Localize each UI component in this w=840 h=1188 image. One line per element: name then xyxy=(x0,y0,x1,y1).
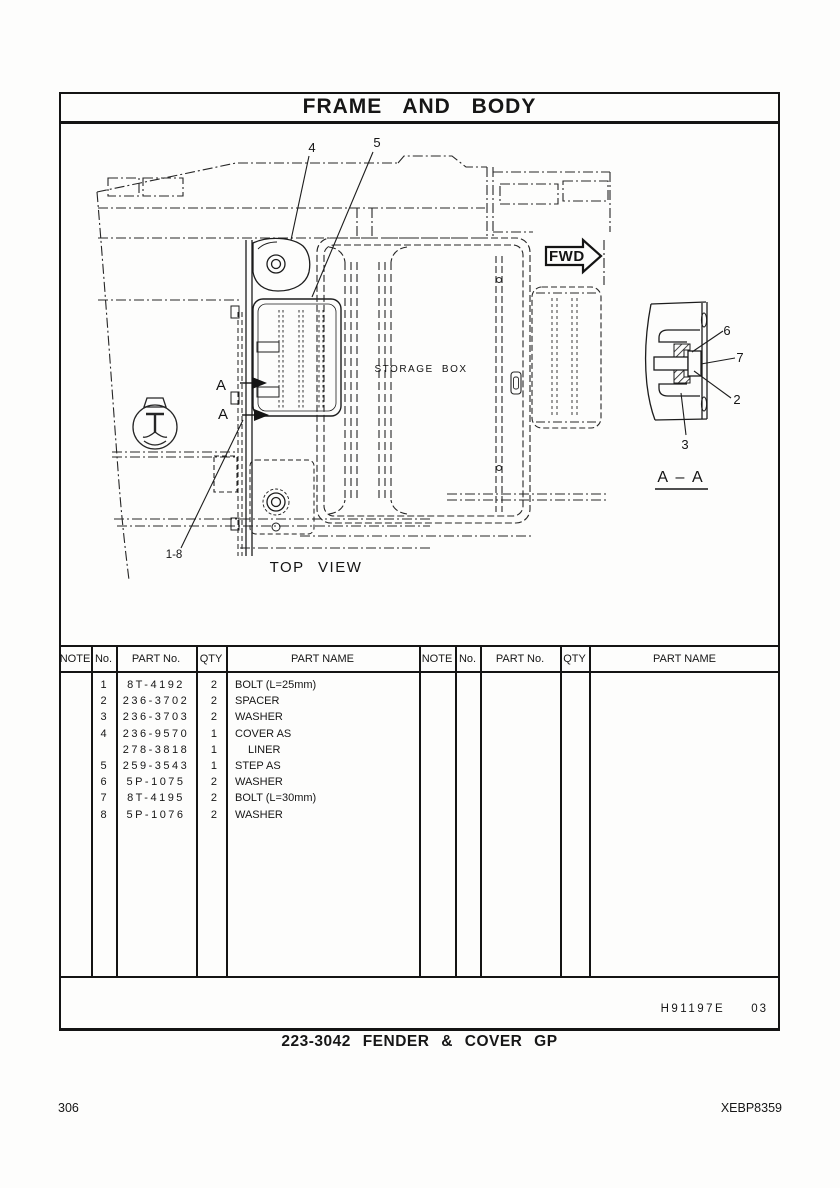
table-row xyxy=(59,807,778,823)
parts-diagram xyxy=(59,123,780,645)
table-row xyxy=(59,790,778,806)
doc-revision: 03 xyxy=(751,1003,768,1015)
callout-5: 5 xyxy=(373,135,381,150)
cell-part-no: 5P-1076 xyxy=(126,808,186,821)
callout-1-8-leader xyxy=(181,420,243,548)
page-number: 306 xyxy=(58,1101,79,1115)
col-header-qty-2: QTY xyxy=(563,653,586,665)
cell-no: 6 xyxy=(100,776,107,789)
table-row xyxy=(59,758,778,774)
storage-box-outline xyxy=(317,238,530,523)
doc-code-line xyxy=(59,1003,768,1015)
cell-qty: 2 xyxy=(210,808,217,821)
page-title: FRAME AND BODY xyxy=(302,94,537,118)
lifting-point-symbol xyxy=(133,398,177,449)
cell-qty: 1 xyxy=(210,759,217,772)
cell-part-name: COVER AS xyxy=(235,727,292,740)
cell-part-name: STEP AS xyxy=(235,759,281,772)
table-row xyxy=(59,709,778,725)
cell-part-no: 8T-4192 xyxy=(127,679,185,691)
callout-2: 2 xyxy=(733,392,741,407)
cell-part-no: 8T-4195 xyxy=(127,792,185,805)
cell-no: 1 xyxy=(100,679,107,691)
callout-6: 6 xyxy=(723,323,731,338)
cell-qty: 1 xyxy=(210,727,217,740)
right-step-outline xyxy=(532,287,601,428)
media-number: XEBP8359 xyxy=(720,1101,782,1115)
section-cut-label-a2: A xyxy=(217,406,229,423)
callout-4: 4 xyxy=(308,140,316,155)
fwd-label: FWD xyxy=(549,248,585,265)
col-header-part-no: PART No. xyxy=(131,653,181,665)
cell-qty: 2 xyxy=(210,776,217,789)
col-header-qty: QTY xyxy=(199,653,223,665)
storage-box-label: STORAGE BOX xyxy=(374,364,468,375)
col-header-part-name-2: PART NAME xyxy=(653,653,716,665)
callout-3: 3 xyxy=(681,437,689,452)
top-callout-leaders xyxy=(291,152,373,297)
cell-qty: 2 xyxy=(210,711,217,724)
cell-qty: 1 xyxy=(210,743,217,756)
col-header-no: No. xyxy=(94,653,113,665)
section-aa-title: A – A xyxy=(657,469,705,486)
table-row xyxy=(59,742,778,758)
section-cut-arrows xyxy=(240,377,269,421)
doc-code: H91197E xyxy=(660,1003,726,1015)
callout-1-8: 1-8 xyxy=(165,549,183,561)
cell-no: 2 xyxy=(100,695,107,708)
cell-part-no: 236-3703 xyxy=(122,711,190,724)
callout-7: 7 xyxy=(736,350,744,365)
section-aa-detail xyxy=(646,302,707,420)
col-header-note-2: NOTE xyxy=(421,653,453,665)
table-row xyxy=(59,677,778,693)
cell-part-name: BOLT (L=25mm) xyxy=(235,679,317,691)
col-header-no-2: No. xyxy=(458,653,477,665)
cell-part-name: SPACER xyxy=(235,695,280,708)
table-row xyxy=(59,726,778,742)
cell-no: 4 xyxy=(100,727,107,740)
cell-part-no: 278-3818 xyxy=(122,743,190,756)
figure-caption: 223-3042 FENDER & COVER GP xyxy=(281,1033,558,1050)
cell-qty: 2 xyxy=(210,792,217,805)
title-band xyxy=(59,92,780,124)
table-row xyxy=(59,693,778,709)
cell-part-name: WASHER xyxy=(235,808,283,821)
cell-no: 3 xyxy=(100,711,107,724)
fwd-arrow xyxy=(546,240,601,272)
cell-no: 5 xyxy=(100,759,107,772)
cell-part-no: 5P-1075 xyxy=(126,776,186,789)
col-header-part-name: PART NAME xyxy=(291,653,354,665)
cell-part-name: WASHER xyxy=(235,711,283,724)
cell-part-no: 259-3543 xyxy=(122,759,190,772)
cell-part-name: LINER xyxy=(248,743,281,756)
cell-no: 8 xyxy=(100,808,107,821)
cell-qty: 2 xyxy=(210,695,217,708)
col-header-part-no-2: PART No. xyxy=(495,653,545,665)
cell-part-no: 236-9570 xyxy=(122,727,190,740)
cell-part-no: 236-3702 xyxy=(122,695,190,708)
section-cut-label-a1: A xyxy=(215,377,227,394)
cell-no: 7 xyxy=(100,792,107,805)
cell-part-name: WASHER xyxy=(235,776,283,789)
table-row xyxy=(59,774,778,790)
table-rows xyxy=(59,677,778,823)
top-view-label: TOP VIEW xyxy=(269,559,363,576)
cell-part-name: BOLT (L=30mm) xyxy=(235,792,317,805)
cell-qty: 2 xyxy=(210,679,217,691)
col-header-note: NOTE xyxy=(59,653,91,665)
step-grill xyxy=(253,299,341,416)
